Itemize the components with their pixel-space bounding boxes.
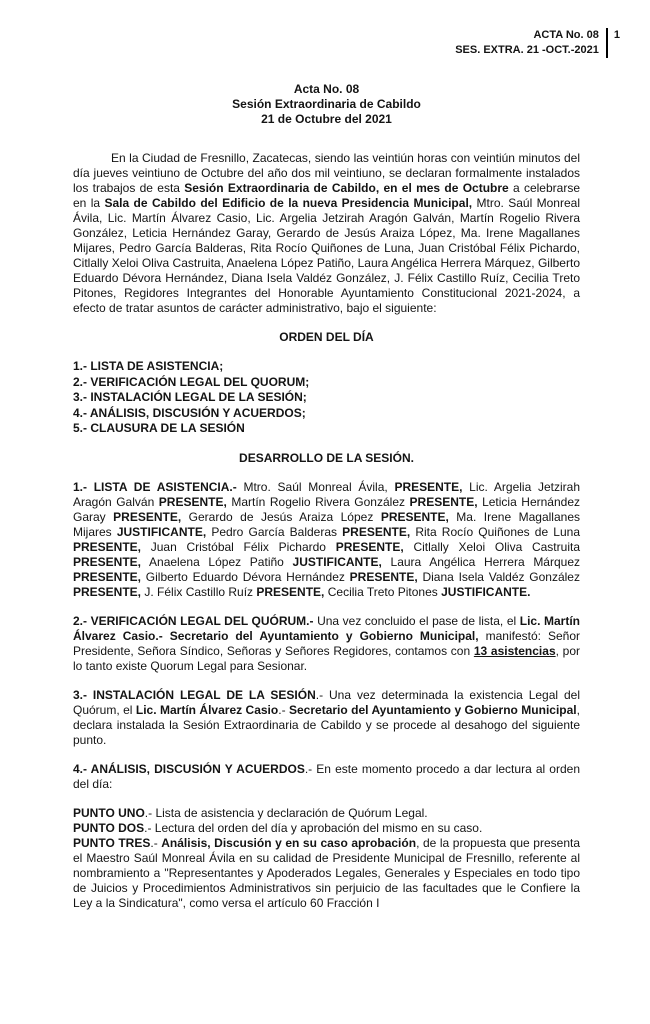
analisis-paragraph: 4.- ANÁLISIS, DISCUSIÓN Y ACUERDOS.- En este momento procedo a dar lectura al orden del día: (73, 761, 580, 791)
document-title (73, 82, 580, 127)
orden-item-3: 3.- INSTALACIÓN LEGAL DE LA SESIÓN; (73, 390, 307, 404)
page-header (455, 28, 620, 58)
punto-tres-paragraph: PUNTO TRES.- Análisis, Discusión y en su caso aprobación, de la propuesta que presenta el Maestro Saúl Monreal Ávila en su calidad de Presidente Municipal de Fresnillo, referente al nombramiento a "Representantes y Apoderados Legales, Generales y Especiales en todo tipo de Juicios y Procedimientos Administrativos sin perjuicio de las facultades que le Confiere la Ley a la Sindicatura", como versa el artículo 60 Fracción I (73, 835, 580, 910)
orden-item-1: 1.- LISTA DE ASISTENCIA; (73, 359, 224, 373)
intro-paragraph: En la Ciudad de Fresnillo, Zacatecas, siendo las veintiún horas con veintiún minutos del día jueves veintiuno de Octubre del año dos mil veintiuno, se declaran formalmente instalados los trabajos de esta Sesión Extraordinaria de Cabildo, en el mes de Octubre a celebrarse en la Sala de Cabildo del Edificio de la nueva Presidencia Municipal, Mtro. Saúl Monreal Ávila, Lic. Martín Álvarez Casio, Lic. Argelia Jetzirah Aragón Galván, Martín Rogelio Rivera González, Leticia Hernández Garay, Gerardo de Jesús Araiza López, Ma. Irene Magallanes Mijares, Pedro García Balderas, Rita Rocío Quiñones de Luna, Juan Cristóbal Félix Pichardo, Citlally Xeloi Oliva Castruita, Anaelena López Patiño, Laura Angélica Herrera Márquez, Gilberto Eduardo Dévora Hernández, Diana Isela Valdéz González, J. Félix Castillo Ruíz, Cecilia Treto Pitones, Regidores Integrantes del Honorable Ayuntamiento Constitucional 2021-2024, a efecto de tratar asuntos de carácter administrativo, bajo el siguiente: (73, 151, 580, 315)
asistencia-paragraph: 1.- LISTA DE ASISTENCIA.- Mtro. Saúl Monreal Ávila, PRESENTE, Lic. Argelia Jetzirah Aragón Galván PRESENTE, Martín Rogelio Rivera González PRESENTE, Leticia Hernández Garay PRESENTE, Gerardo de Jesús Araiza López PRESENTE, Ma. Irene Magallanes Mijares JUSTIFICANTE, Pedro García Balderas PRESENTE, Rita Rocío Quiñones de Luna PRESENTE, Juan Cristóbal Félix Pichardo PRESENTE, Citlally Xeloi Oliva Castruita PRESENTE, Anaelena López Patiño JUSTIFICANTE, Laura Angélica Herrera Márquez PRESENTE, Gilberto Eduardo Dévora Hernández PRESENTE, Diana Isela Valdéz González PRESENTE, J. Félix Castillo Ruíz PRESENTE, Cecilia Treto Pitones JUSTIFICANTE. (73, 479, 581, 599)
orden-item-2: 2.- VERIFICACIÓN LEGAL DEL QUORUM; (73, 374, 310, 389)
punto-dos-line: PUNTO DOS.- Lectura del orden del día y aprobación del mismo en su caso. (73, 820, 483, 835)
acta-number: ACTA No. 08 (533, 29, 599, 41)
title-line-acta: Acta No. 08 (293, 82, 360, 96)
punto-uno-line: PUNTO UNO.- Lista de asistencia y declaración de Quórum Legal. (73, 805, 428, 820)
instalacion-paragraph: 3.- INSTALACIÓN LEGAL DE LA SESIÓN.- Una vez determinada la existencia Legal del Quórum, el Lic. Martín Álvarez Casio.- Secretario del Ayuntamiento y Gobierno Municipal, declara instalada la Sesión Extraordinaria de Cabildo y se procede al desahogo del siguiente punto. (73, 687, 581, 747)
desarrollo-heading: DESARROLLO DE LA SESIÓN. (239, 450, 414, 465)
session-reference: SES. EXTRA. 21 -OCT.-2021 (455, 44, 599, 56)
orden-del-dia-heading: ORDEN DEL DÍA (279, 330, 374, 344)
title-line-date: 21 de Octubre del 2021 (261, 112, 392, 126)
orden-item-5: 5.- CLAUSURA DE LA SESIÓN (73, 421, 245, 435)
page-number: 1 (613, 29, 620, 41)
orden-item-4: 4.- ANÁLISIS, DISCUSIÓN Y ACUERDOS; (73, 405, 306, 420)
title-line-session: Sesión Extraordinaria de Cabildo (232, 97, 421, 111)
header-references (455, 28, 599, 58)
verificacion-paragraph: 2.- VERIFICACIÓN LEGAL DEL QUÓRUM.- Una vez concluido el pase de lista, el Lic. Martín Álvarez Casio.- Secretario del Ayuntamiento y Gobierno Municipal, manifestó: Señor Presidente, Señora Síndico, Señoras y Señores Regidores, contamos con 13 asistencias, por lo tanto existe Quorum Legal para Sesionar. (73, 613, 581, 673)
header-divider (606, 28, 608, 58)
orden-del-dia-list (73, 359, 580, 437)
